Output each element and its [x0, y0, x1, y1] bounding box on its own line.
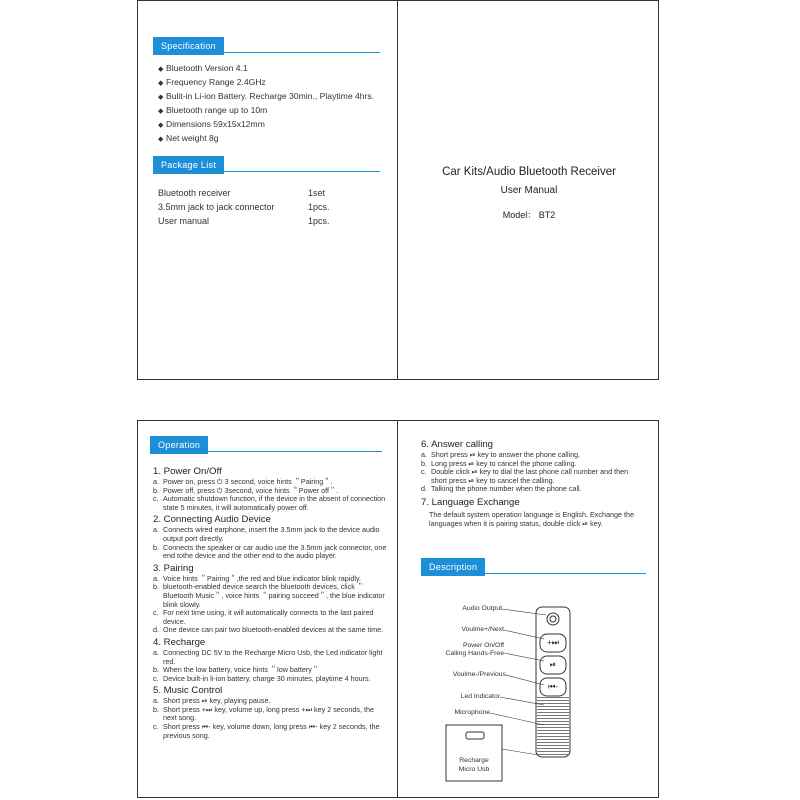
- cover-model: Model： BT2: [502, 210, 556, 220]
- section-title: 4. Recharge: [153, 636, 206, 648]
- spec-item: ◆ Dimensions 59x15x12mm: [158, 117, 374, 131]
- label-calling: Calling Hands-Free: [445, 650, 504, 657]
- step-item: b. Long press ⏯ key to cancel the phone calling.: [421, 458, 577, 468]
- section-title: 7. Language Exchange: [421, 496, 520, 508]
- step-item: a. Power on, press ⏻ 3 second, voice hints ＂Pairing＂.: [153, 477, 333, 486]
- spec-item: ◆ Frequency Range 2.4GHz: [158, 75, 374, 89]
- package-row: 3.5mm jack to jack connector 1pcs.: [158, 202, 330, 212]
- leader-line: [502, 749, 538, 755]
- operation-title: Operation: [150, 436, 208, 454]
- section-title: 6. Answer calling: [421, 439, 493, 450]
- section-title: 1. Power On/Off: [153, 466, 222, 477]
- package-rule: [153, 171, 380, 172]
- cover-subtitle: User Manual: [500, 185, 558, 196]
- diamond-icon: ◆: [158, 80, 164, 87]
- language-text: The default system operation language is English. Exchange the languages when it is pairing status, double click ⏯ key.: [429, 509, 634, 528]
- package-row: Bluetooth receiver 1set: [158, 188, 326, 198]
- cover-panel: [398, 1, 660, 379]
- label-micro-usb: Micro Usb: [458, 766, 490, 773]
- package-title: Package List: [153, 156, 224, 174]
- specification-title: Specification: [153, 37, 224, 55]
- step-item: b. Short press +⏭ key, volume up, long press +⏭ key 2 seconds, the next song.: [153, 704, 374, 723]
- package-header: [153, 156, 380, 174]
- operation-column: [153, 464, 389, 740]
- step-item: a. Connects wired earphone, insert the 3.5mm jack to the device audio output port directly.: [153, 525, 380, 543]
- step-item: a. Voice hints ＂Pairing＂,the red and blue indicator blink rapidly.: [153, 573, 362, 583]
- call-icon: ⏯: [549, 660, 557, 669]
- section-title: 5. Music Control: [153, 685, 223, 697]
- diamond-icon: ◆: [158, 136, 164, 143]
- step-item: c. For next time using, it will automatically connects to the last paired device.: [153, 608, 374, 626]
- description-title: Description: [421, 558, 485, 576]
- specification-list: [158, 61, 374, 145]
- label-microphone: Microphone: [454, 709, 490, 716]
- description-rule: [421, 573, 646, 574]
- step-item: d. Talking the phone number when the phone call.: [421, 484, 582, 494]
- diamond-icon: ◆: [158, 122, 164, 129]
- spec-item: ◆ Bluetooth range up to 10m: [158, 103, 374, 117]
- diamond-icon: ◆: [158, 94, 164, 101]
- step-item: a. Short press ⏯ key to answer the phone calling.: [421, 450, 581, 459]
- plus-next-icon: +⏭: [547, 638, 559, 647]
- label-audio-output: Audio Output: [462, 605, 502, 612]
- step-item: c. Double click ⏯ key to dial the last phone call number and then short press ⏯ key to cancel the calling.: [421, 467, 629, 485]
- answer-column: [421, 439, 646, 528]
- label-volume-down: Voulme-/Previous: [452, 671, 506, 678]
- section-title: 2. Connecting Audio Device: [153, 514, 271, 526]
- manual-outer-sheet: [137, 0, 659, 380]
- step-item: c. Device built-in li-ion battery, charge 30 minutes, playtime 4 hours.: [153, 673, 371, 683]
- step-item: c. Automatic shutdown function, if the device in the absent of connection state 5 minutes, it will automatically power off.: [153, 494, 386, 512]
- label-power: Power On/Off: [462, 642, 504, 649]
- operation-rule: [150, 451, 382, 452]
- audio-port-inner: [550, 616, 556, 622]
- minus-previous-icon: ⏮-: [548, 682, 558, 691]
- manual-inner-sheet: [137, 420, 659, 798]
- spec-item: ◆ Net weight 8g: [158, 131, 374, 145]
- step-item: b. bluetooth-enabled device search the bluetooth devices, click ＂Bluetooth Music＂, voice hints ＂pairing succeed＂, the blue indicator blink slowly.: [153, 582, 385, 609]
- usb-port-icon: [466, 732, 484, 739]
- step-item: b. Power off, press ⏻ 3second, voice hints ＂Power off＂.: [153, 485, 339, 495]
- description-header: [421, 558, 646, 576]
- label-led: Led Indicator: [460, 693, 500, 700]
- step-item: a. Connecting DC 5V to the Recharge Micro Usb, the Led indicator light red.: [153, 647, 383, 666]
- label-volume-up: Voulme+/Next: [461, 626, 504, 633]
- package-row: User manual 1pcs.: [158, 216, 330, 226]
- step-item: a. Short press ⏯ key, playing pause.: [153, 696, 271, 706]
- diamond-icon: ◆: [158, 66, 164, 73]
- device-diagram: [420, 601, 650, 791]
- label-recharge: Recharge: [459, 757, 489, 764]
- diamond-icon: ◆: [158, 108, 164, 115]
- step-item: c. Short press ⏮- key, volume down, long press ⏮- key 2 seconds, the previous song.: [153, 722, 380, 740]
- spec-item: ◆ Bulit-in Li-ion Battery. Recharge 30min., Playtime 4hrs.: [158, 89, 374, 103]
- operation-header: [150, 436, 382, 454]
- step-item: d. One device can pair two bluetooth-enabled devices at the same time.: [153, 625, 384, 635]
- package-list: [158, 186, 358, 228]
- microphone-grille: [537, 697, 569, 755]
- cover-title: Car Kits/Audio Bluetooth Receiver: [442, 166, 616, 178]
- specification-rule: [153, 52, 380, 53]
- step-item: b. Connects the speaker or car audio use the 3.5mm jack connector, one end tothe device and the other end to the audio player.: [153, 542, 387, 561]
- section-title: 3. Pairing: [153, 562, 194, 574]
- fold-line: [397, 421, 398, 797]
- spec-item: ◆ Bluetooth Version 4.1: [158, 61, 374, 75]
- specification-header: [153, 37, 380, 55]
- step-item: b. When the low battery, voice hints ＂low battery＂: [153, 665, 320, 675]
